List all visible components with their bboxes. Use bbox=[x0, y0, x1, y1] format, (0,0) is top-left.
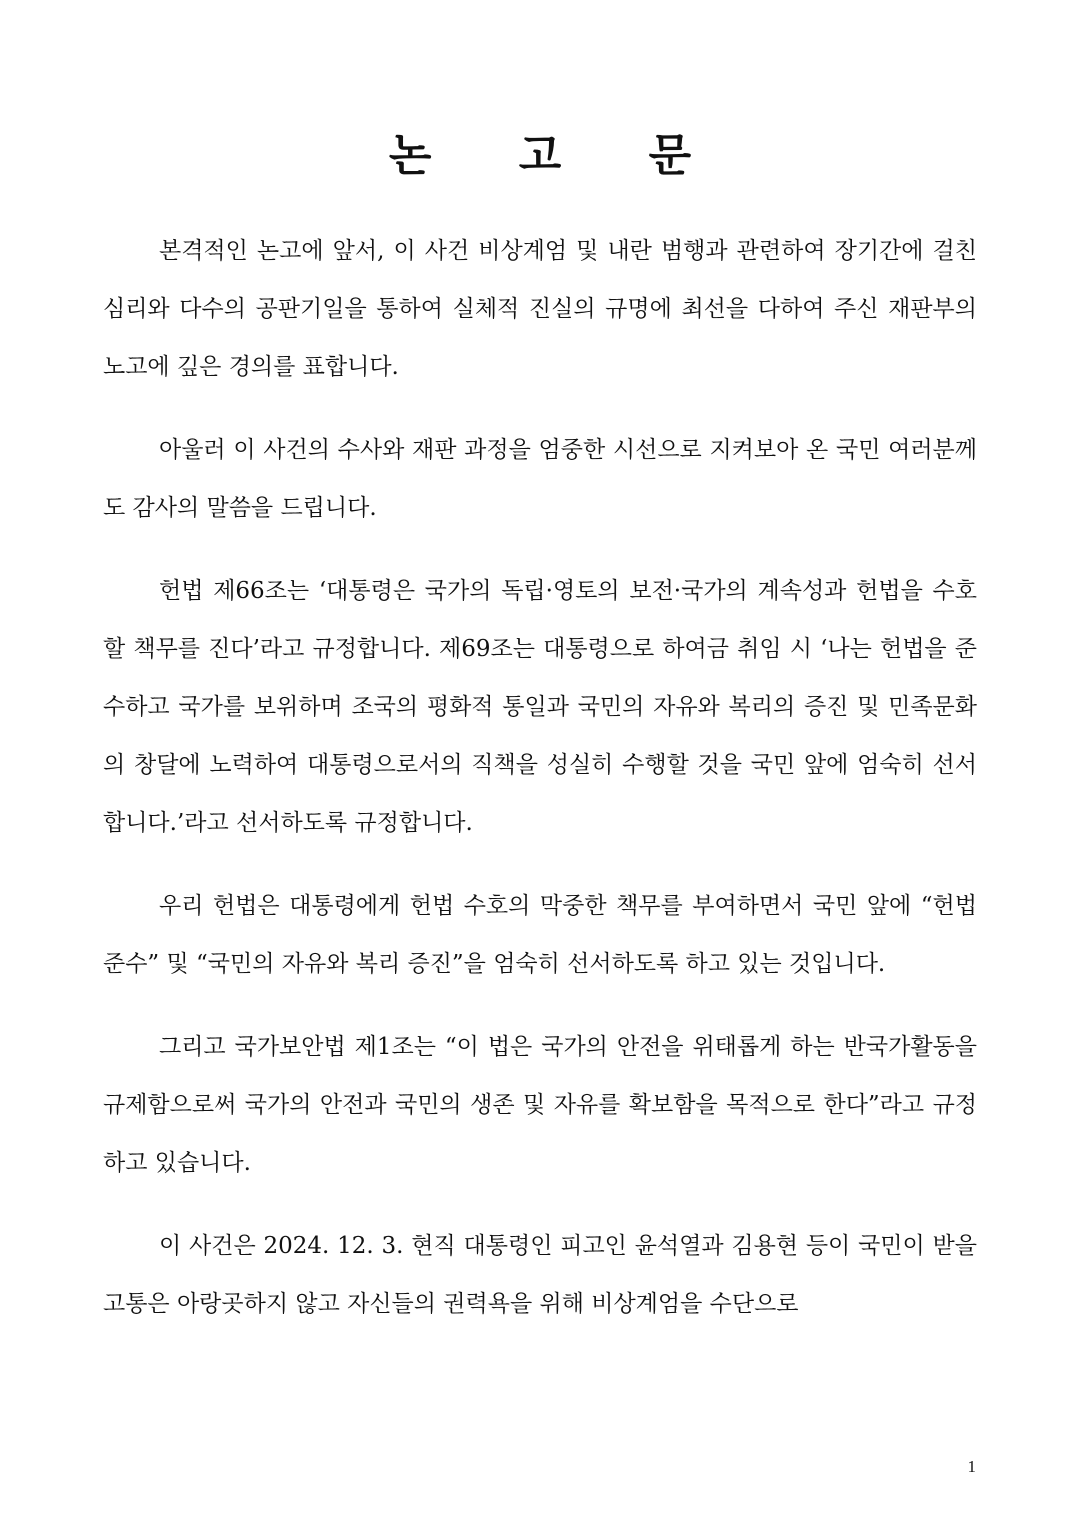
paragraph-6: 이 사건은 2024. 12. 3. 현직 대통령인 피고인 윤석열과 김용현 등이 국민이 받을 고통은 아랑곳하지 않고 자신들의 권력욕을 위해 비상계엄을 수단으로 bbox=[103, 1233, 977, 1317]
paragraph-4: 우리 헌법은 대통령에게 헌법 수호의 막중한 책무를 부여하면서 국민 앞에 “헌법 준수” 및 “국민의 자유와 복리 증진”을 엄숙히 선서하도록 하고 있는 것입니다. bbox=[103, 893, 977, 977]
paragraph-2: 아울러 이 사건의 수사와 재판 과정을 엄중한 시선으로 지켜보아 온 국민 여러분께도 감사의 말씀을 드립니다. bbox=[103, 437, 977, 521]
paragraph-5: 그리고 국가보안법 제1조는 “이 법은 국가의 안전을 위태롭게 하는 반국가활동을 규제함으로써 국가의 안전과 국민의 생존 및 자유를 확보함을 목적으로 한다”라고 규정하고 있습니다. bbox=[103, 1034, 977, 1176]
paragraph-3: 헌법 제66조는 ‘대통령은 국가의 독립·영토의 보전·국가의 계속성과 헌법을 수호할 책무를 진다’라고 규정합니다. 제69조는 대통령으로 하여금 취임 시 ‘나는 헌법을 준수하고 국가를 보위하며 조국의 평화적 통일과 국민의 자유와 복리의 증진 및 민족문화의 창달에 노력하여 대통령으로서의 직책을 성실히 수행할 것을 국민 앞에 엄숙히 선서합니다.’라고 선서하도록 규정합니다. bbox=[103, 578, 977, 836]
document-body bbox=[103, 222, 977, 1358]
page-number: 1 bbox=[967, 1457, 976, 1476]
document-title: 논 고 문 bbox=[388, 130, 728, 181]
paragraph-1: 본격적인 논고에 앞서, 이 사건 비상계엄 및 내란 범행과 관련하여 장기간에 걸친 심리와 다수의 공판기일을 통하여 실체적 진실의 규명에 최선을 다하여 주신 재판부의 노고에 깊은 경의를 표합니다. bbox=[103, 238, 977, 380]
